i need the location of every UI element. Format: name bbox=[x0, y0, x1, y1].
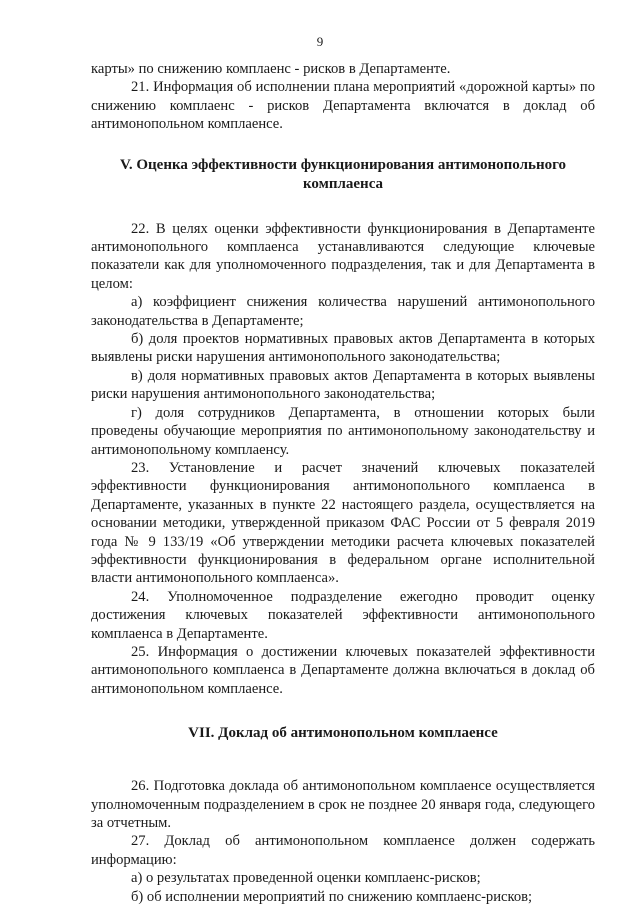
paragraph: 22. В целях оценки эффективности функционирования в Департаменте антимонопольного комплаенса устанавливаются следующие ключевые показатели как для уполномоченного подразделения, так и для Департамента в целом: bbox=[91, 220, 595, 292]
paragraph: 27. Доклад об антимонопольном комплаенсе должен содержать информацию: bbox=[91, 833, 595, 868]
list-item: б) доля проектов нормативных правовых актов Департамента в которых выявлены риски нарушения антимонопольного законодательства; bbox=[91, 331, 595, 366]
paragraph: 21. Информация об исполнении плана мероприятий «дорожной карты» по снижению комплаенс - рисков Департамента включатся в доклад об антимонопольном комплаенсе. bbox=[91, 79, 595, 133]
paragraph: 24. Уполномоченное подразделение ежегодно проводит оценку достижения ключевых показателей эффективности антимонопольного комплаенса в Департаменте. bbox=[91, 588, 595, 642]
list-item: а) коэффициент снижения количества нарушений антимонопольного законодательства в Департаменте; bbox=[91, 294, 595, 329]
list-item: г) доля сотрудников Департамента, в отношении которых были проведены обучающие мероприятия по антимонопольному законодательству и антимонопольному комплаенсу. bbox=[91, 404, 595, 458]
paragraph: 25. Информация о достижении ключевых показателей эффективности антимонопольного комплаенса в Департаменте должна включаться в доклад об антимонопольном комплаенсе. bbox=[91, 643, 595, 697]
section-heading: V. Оценка эффективности функционирования антимонопольного комплаенса bbox=[119, 156, 567, 192]
paragraph: 26. Подготовка доклада об антимонопольном комплаенсе осуществляется уполномоченным подразделением в срок не позднее 20 января года, следующего за отчетным. bbox=[91, 778, 595, 831]
paragraph: 23. Установление и расчет значений ключевых показателей эффективности функционирования антимонопольного комплаенса в Департаменте, указанных в пункте 22 настоящего раздела, осуществляется на основании методики, утвержденной приказом ФАС России от 5 февраля 2019 года № 9 133/19 «Об утверждении методики расчета ключевых показателей эффективности функционирования в федеральном органе исполнительной власти антимонопольного комплаенса». bbox=[91, 459, 595, 587]
document-body bbox=[91, 60, 595, 906]
page-number: 9 bbox=[316, 34, 324, 49]
paragraph: карты» по снижению комплаенс - рисков в Департаменте. bbox=[91, 61, 451, 77]
section-heading: VII. Доклад об антимонопольном комплаенсе bbox=[188, 725, 498, 742]
list-item: б) об исполнении мероприятий по снижению комплаенс-рисков; bbox=[131, 888, 533, 905]
list-item: в) доля нормативных правовых актов Департамента в которых выявлены риски нарушения антимонопольного законодательства; bbox=[91, 367, 595, 403]
list-item: а) о результатах проведенной оценки комплаенс-рисков; bbox=[131, 870, 481, 887]
